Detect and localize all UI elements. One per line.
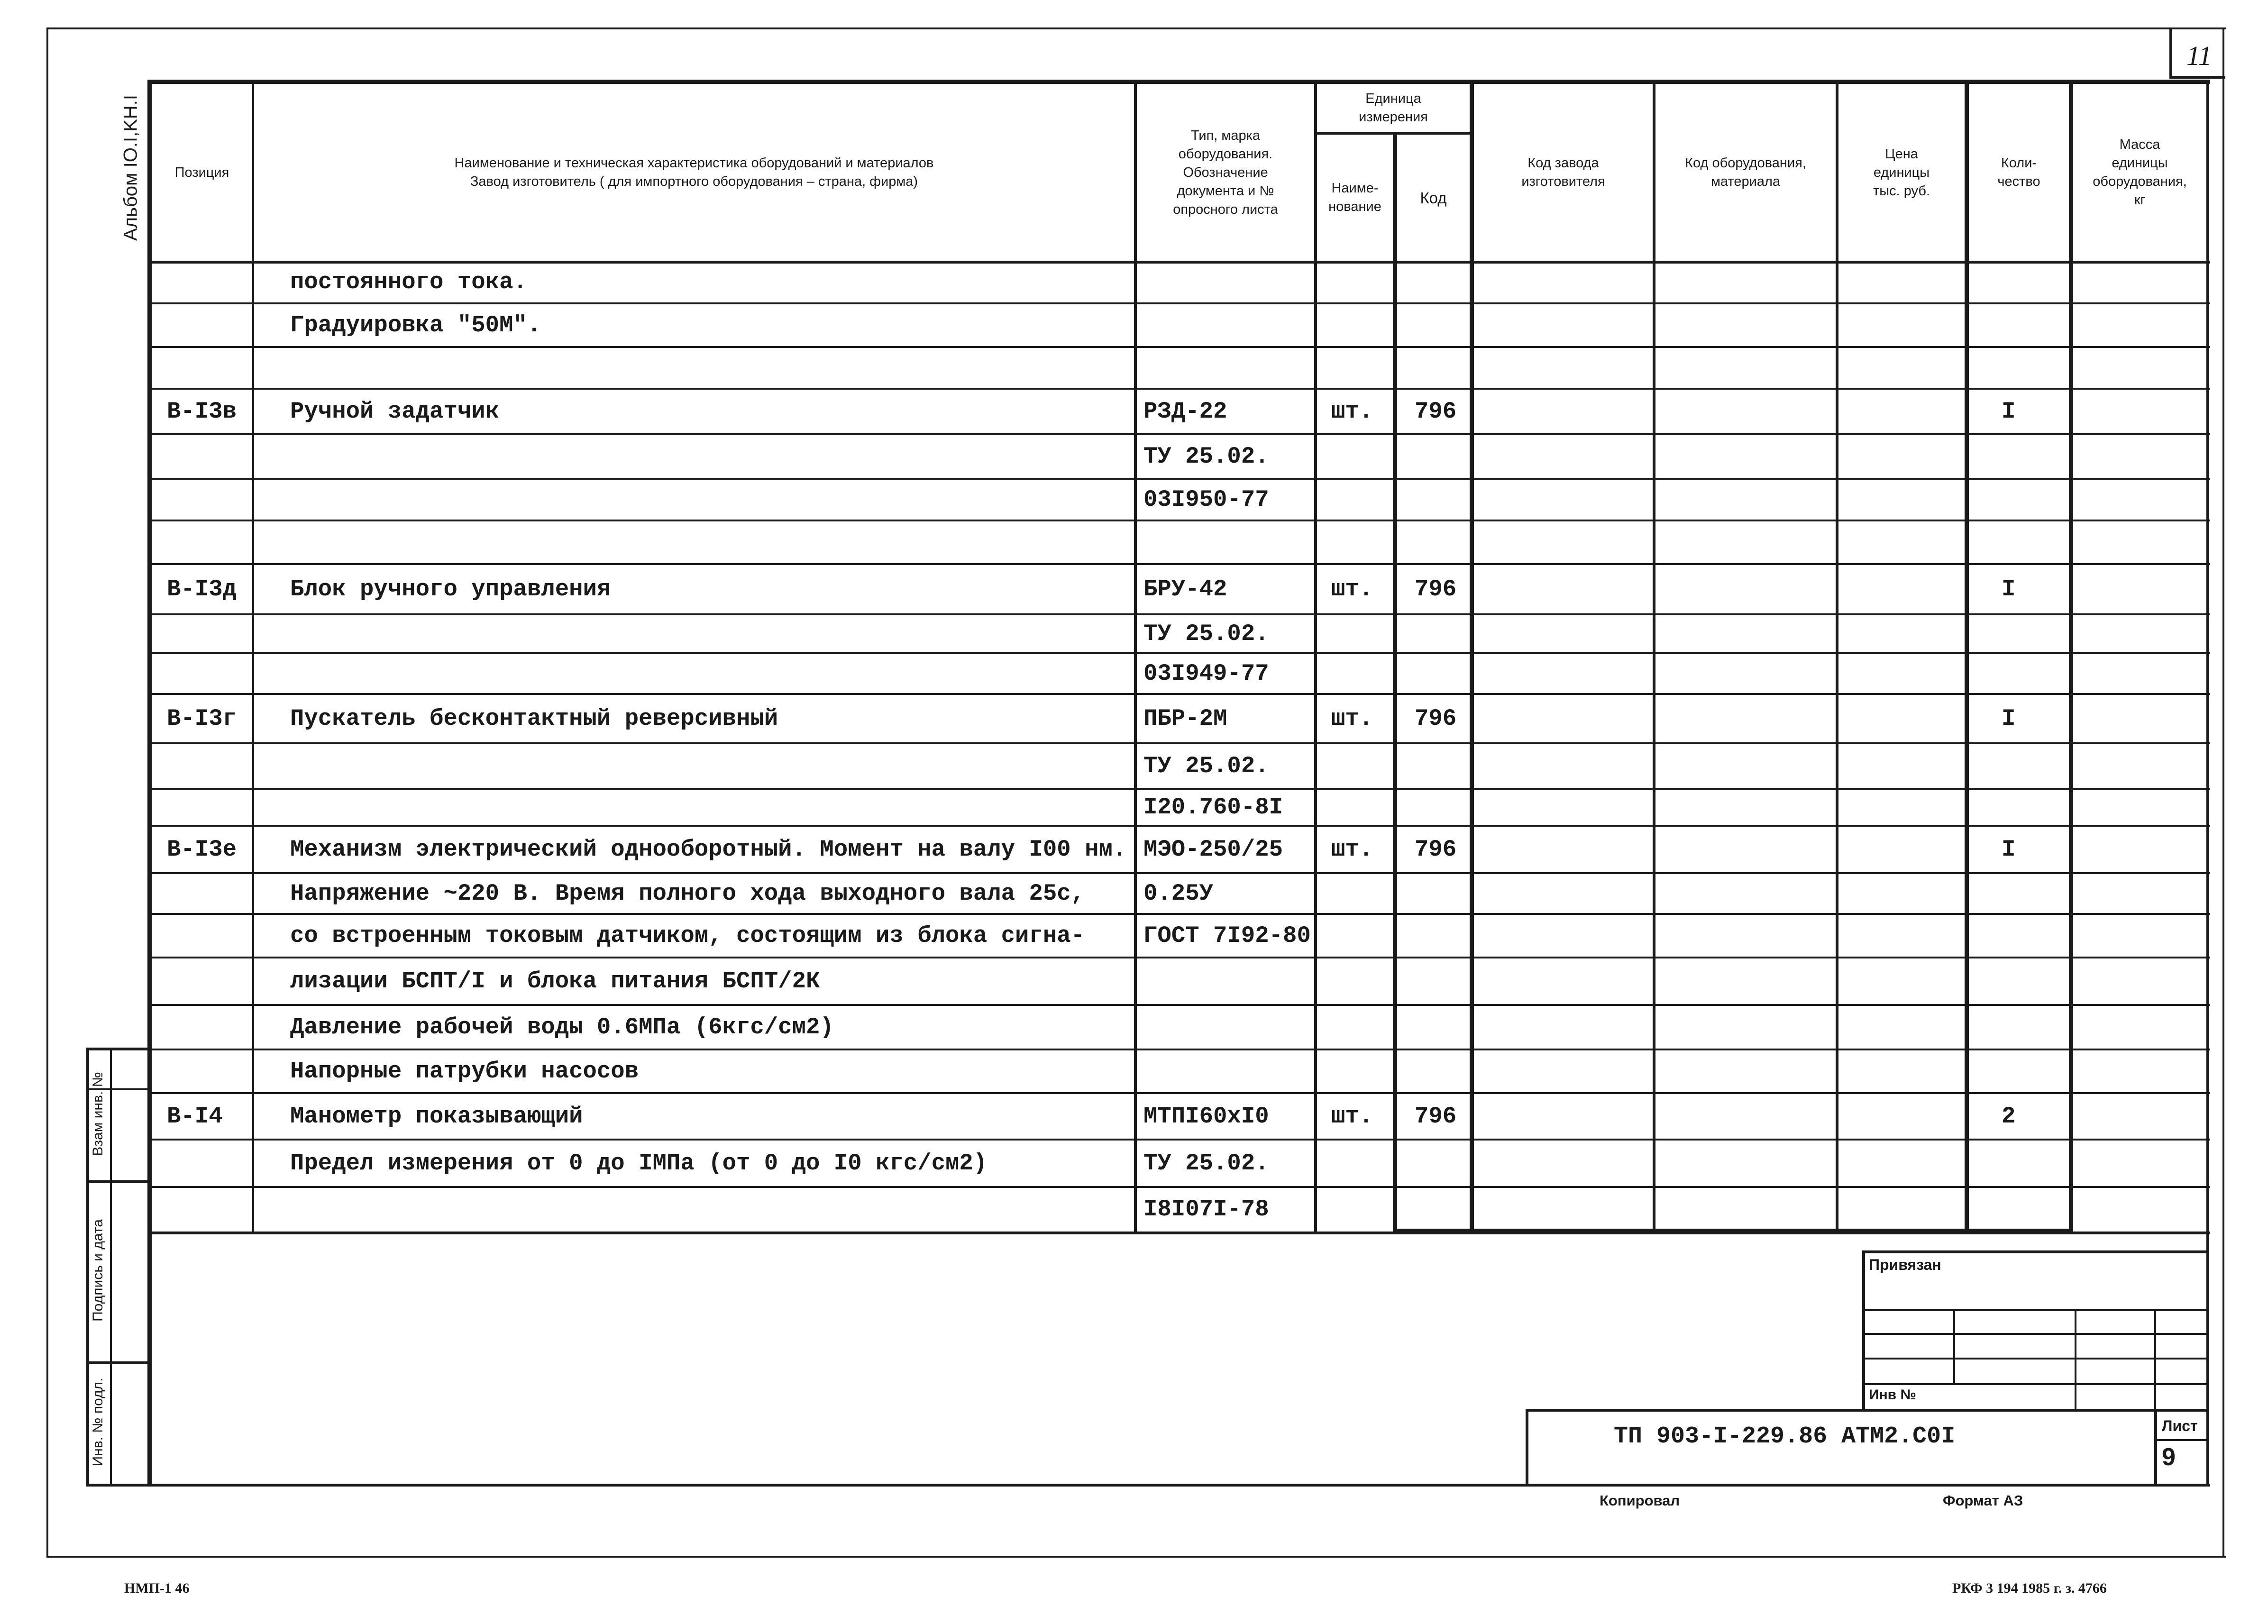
sheet-corner-mark: 11 (2186, 40, 2212, 71)
document-designation: ТП 903-I-229.86 АТМ2.C0I (1614, 1423, 1956, 1450)
header-qty: Коли- чество (1997, 155, 2040, 189)
col-divider-plant (1470, 80, 1474, 1234)
corner-box-bottom (2169, 76, 2225, 79)
cell-name: Градуировка "50М". (290, 312, 541, 338)
cell-type: 03I949-77 (1143, 660, 1269, 687)
row-divider (150, 478, 2210, 480)
cell-unit: шт. (1331, 1103, 1373, 1130)
row-divider (150, 1049, 2210, 1050)
header-equip-code: Код оборудования, материала (1685, 155, 1806, 189)
outer-frame-left (46, 27, 48, 1558)
cell-unit: шт. (1331, 576, 1373, 602)
header-unit-name: Наиме- нование (1328, 181, 1381, 214)
header-mass: Масса единицы оборудования, кг (2093, 137, 2187, 208)
row-divider (150, 742, 2210, 744)
row-divider (150, 613, 2210, 615)
cell-name: лизации БСПТ/I и блока питания БСПТ/2К (290, 968, 820, 994)
cell-name: Давление рабочей воды 0.6МПа (6кгс/см2) (290, 1014, 834, 1040)
cell-qty: 2 (2002, 1103, 2016, 1130)
cell-name: постоянного тока. (290, 269, 527, 295)
cell-qty: I (2002, 705, 2016, 732)
sheet-no-left (2154, 1409, 2157, 1487)
row-divider (150, 693, 2210, 695)
cell-type: ТУ 25.02. (1143, 1150, 1269, 1177)
album-label: Альбом IO.I,KH.I (120, 95, 141, 241)
cell-code: 796 (1415, 576, 1457, 602)
inv-label: Инв № (1869, 1387, 1916, 1403)
privyazan-row-3 (1862, 1358, 2209, 1359)
cell-position: В-I3г (167, 705, 237, 732)
table-left-border (147, 80, 152, 1487)
header-bottom-border (150, 261, 2210, 264)
cell-position: В-I3д (167, 576, 237, 602)
outer-frame-right (2222, 27, 2224, 1558)
side-stamp-line-2 (86, 1361, 150, 1364)
cell-qty: I (2002, 576, 2016, 602)
designation-left (1526, 1409, 1528, 1487)
cell-name: Блок ручного управления (290, 576, 611, 602)
outer-frame-top (46, 27, 2226, 29)
cell-name: Напорные патрубки насосов (290, 1058, 639, 1085)
cell-unit: шт. (1331, 705, 1373, 732)
privyazan-left (1862, 1250, 1865, 1411)
cell-code: 796 (1415, 836, 1457, 863)
corner-box-left (2169, 29, 2172, 79)
cell-name: Пускатель бесконтактный реверсивный (290, 705, 778, 732)
col-divider-code (1393, 132, 1397, 1234)
cell-qty: I (2002, 398, 2016, 425)
privyazan-row-4 (1862, 1383, 2209, 1385)
row-divider (150, 825, 2210, 827)
cell-unit: шт. (1331, 836, 1373, 863)
cell-type: I20.760-8I (1143, 794, 1283, 821)
privyazan-row-1 (1862, 1309, 2209, 1311)
privyazan-col-2 (2075, 1309, 2076, 1409)
privyazan-label: Привязан (1869, 1256, 1941, 1273)
header-price: Цена единицы тыс. руб. (1873, 146, 1930, 199)
side-stamp-vzam: Взам инв. № (90, 1072, 106, 1156)
row-divider (150, 872, 2210, 874)
sheet-number: 9 (2162, 1443, 2176, 1471)
cell-unit: шт. (1331, 398, 1373, 425)
cell-code: 796 (1415, 398, 1457, 425)
sheet-no-divider (2154, 1439, 2209, 1441)
cell-name: со встроенным токовым датчиком, состоящим из блока сигна- (290, 922, 1085, 949)
privyazan-col-3 (2154, 1309, 2156, 1409)
cell-type: БРУ-42 (1143, 576, 1227, 602)
cell-type: МЭО-250/25 (1143, 836, 1283, 863)
row-divider (150, 788, 2210, 790)
cell-name: Предел измерения от 0 до IМПа (от 0 до I0 кгс/см2) (290, 1150, 988, 1177)
side-stamp-line-1 (86, 1180, 150, 1183)
cell-type: ПБР-2М (1143, 705, 1227, 732)
cell-type: ТУ 25.02. (1143, 620, 1269, 647)
row-divider (150, 957, 2210, 958)
cell-type: ТУ 25.02. (1143, 443, 1269, 470)
row-divider (150, 1139, 2210, 1140)
cell-type: РЗД-22 (1143, 398, 1227, 425)
outer-frame-bottom (46, 1556, 2226, 1558)
cell-code: 796 (1415, 1103, 1457, 1130)
row-divider (150, 388, 2210, 390)
header-unit-group: Единица измерения (1359, 91, 1428, 125)
table-top-border (150, 80, 2210, 84)
cell-name: Напряжение ~220 В. Время полного хода выходного вала 25с, (290, 880, 1085, 907)
cell-name: Ручной задатчик (290, 398, 500, 425)
row-divider (150, 302, 2210, 304)
side-stamp-inv: Инв. № подл. (90, 1378, 106, 1467)
sheet-bottom-border (150, 1484, 2210, 1487)
row-divider (150, 346, 2210, 348)
footer-left-mark: НМП-1 46 (124, 1580, 190, 1596)
copied-label: Копировал (1600, 1492, 1680, 1509)
header-position: Позиция (174, 164, 229, 180)
side-stamp-top (86, 1048, 150, 1050)
cell-code: 796 (1415, 705, 1457, 732)
header-unit-code: Код (1420, 189, 1447, 207)
side-stamp-divider (110, 1048, 112, 1487)
table-right-border (2206, 80, 2209, 1487)
row-divider (150, 652, 2210, 654)
cell-type: ТУ 25.02. (1143, 753, 1269, 779)
col-divider-mass (2069, 80, 2073, 1234)
header-plant-code: Код завода изготовителя (1521, 155, 1605, 189)
cell-name: Механизм электрический однооборотный. Момент на валу I00 нм. (290, 836, 1127, 863)
row-divider (150, 1186, 2210, 1188)
side-stamp-left (86, 1048, 89, 1487)
cell-name: Манометр показывающий (290, 1103, 583, 1130)
row-divider (150, 520, 2210, 521)
cell-type: ГОСТ 7I92-80 (1143, 922, 1311, 949)
row-divider (150, 1092, 2210, 1094)
cell-type: 0.25У (1143, 880, 1214, 907)
row-divider (150, 433, 2210, 435)
bold-area-bottom (1395, 1229, 2073, 1233)
cell-type: 03I950-77 (1143, 486, 1269, 513)
side-stamp-bottom (86, 1484, 150, 1487)
cell-position: В-I3е (167, 836, 237, 863)
cell-type: I8I07I-78 (1143, 1196, 1269, 1223)
cell-qty: I (2002, 836, 2016, 863)
header-type: Тип, марка оборудования. Обозначение документа и № опросного листа (1173, 128, 1278, 217)
sheet-label: Лист (2162, 1417, 2198, 1434)
privyazan-col-1 (1953, 1309, 1955, 1383)
row-divider (150, 913, 2210, 915)
row-divider (150, 563, 2210, 565)
cell-position: В-I4 (167, 1103, 223, 1130)
designation-top (1526, 1409, 2209, 1412)
format-label: Формат АЗ (1943, 1492, 2023, 1509)
privyazan-row-2 (1862, 1333, 2209, 1335)
col-divider-qty (1965, 80, 1969, 1234)
row-divider (150, 1004, 2210, 1006)
side-stamp-podpis: Подпись и дата (90, 1219, 106, 1322)
cell-type: МТПI60хI0 (1143, 1103, 1269, 1130)
footer-right-mark: РКФ 3 194 1985 г. з. 4766 (1952, 1580, 2107, 1596)
header-name: Наименование и техническая характеристика оборудований и материалов Завод изготовитель ( для импортного оборудования – страна, фирма) (454, 155, 934, 189)
privyazan-top (1862, 1250, 2209, 1253)
cell-position: В-I3в (167, 398, 237, 425)
